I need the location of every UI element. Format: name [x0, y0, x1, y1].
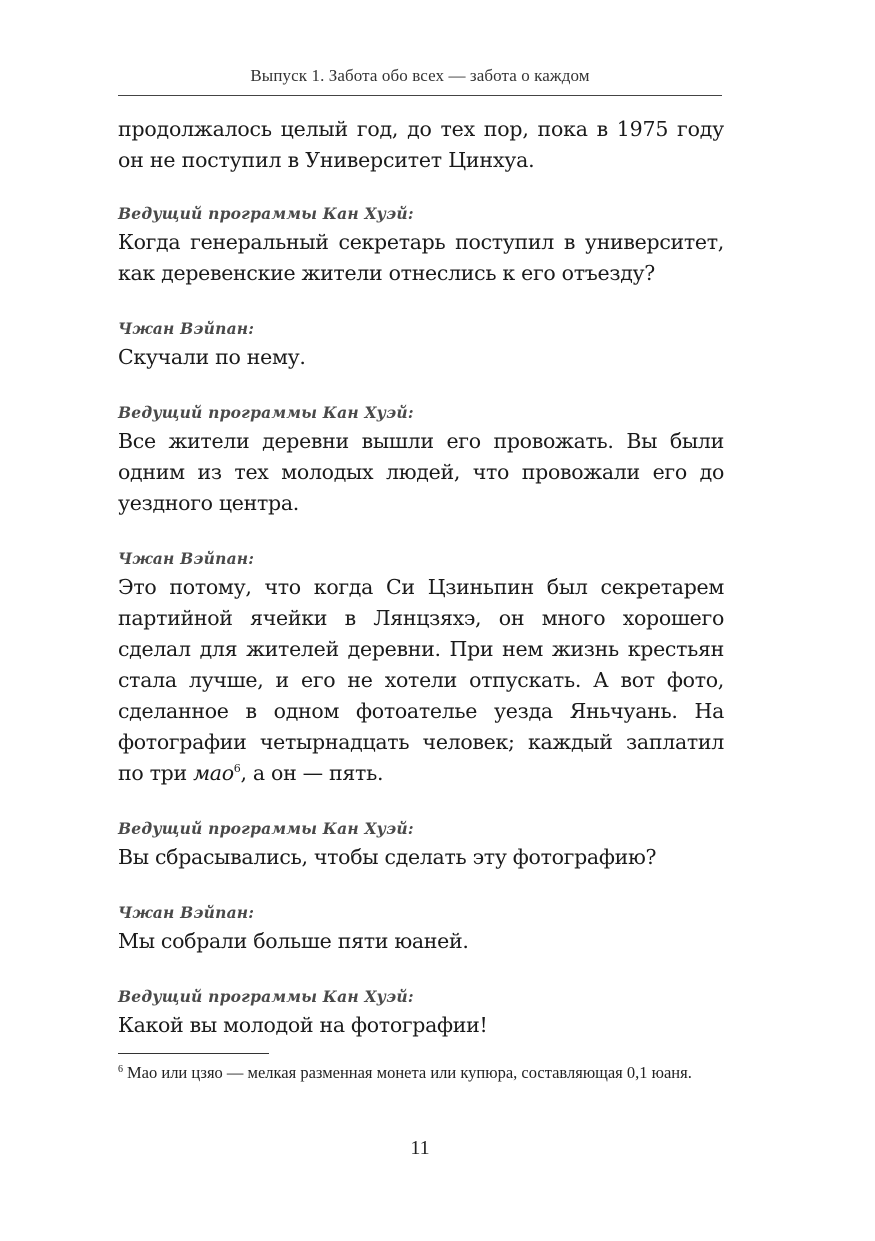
speech-text: Когда генеральный секретарь поступил в университет, как деревенские жители отнеслись к его отъезду?: [118, 230, 724, 285]
header-rule: [118, 95, 722, 96]
footnote: [118, 1060, 724, 1085]
speech-text: Все жители деревни вышли его провожать. Вы были одним из тех молодых людей, что провожали его до уездного центра.: [118, 429, 724, 515]
dialogue-entry: [118, 546, 724, 789]
speaker-label: Чжан Вэйпан:: [118, 549, 255, 568]
speech-text-part: Это потому, что когда Си Цзиньпин был секретарем партийной ячейки в Лянцзяхэ, он много хорошего сделал для жителей деревни. При нем жизнь крестьян стала лучше, и его не хотели отпускать. А вот фото, сделанное в одном фотоателье уезда Яньчуань. На фотографии четырнадцать человек; каждый заплатил по три: [118, 575, 724, 785]
speech-text-part: , а он — пять.: [240, 761, 384, 785]
speaker-label: Ведущий программы Кан Хуэй:: [118, 819, 414, 838]
dialogue-entry: [118, 400, 724, 519]
running-head: Выпуск 1. Забота обо всех — забота о каждом: [250, 66, 590, 85]
speech-text: Скучали по нему.: [118, 345, 306, 369]
dialogue-entry: [118, 900, 724, 957]
speech-text: Мы собрали больше пяти юаней.: [118, 929, 469, 953]
speech-text: Вы сбрасывались, чтобы сделать эту фотографию?: [118, 845, 657, 869]
dialogue-entry: [118, 816, 724, 873]
speaker-label: Чжан Вэйпан:: [118, 319, 255, 338]
opening-paragraph: продолжалось целый год, до тех пор, пока в 1975 году он не поступил в Университет Цинхуа.: [118, 117, 724, 172]
dialogue-entry: [118, 984, 724, 1041]
footnote-marker: 6: [118, 1063, 123, 1075]
italic-term: мао: [193, 761, 234, 785]
speaker-label: Ведущий программы Кан Хуэй:: [118, 987, 414, 1006]
speech-text: [118, 572, 724, 789]
speech-text: Какой вы молодой на фотографии!: [118, 1013, 488, 1037]
page-number: 11: [410, 1137, 430, 1159]
speaker-label: Ведущий программы Кан Хуэй:: [118, 204, 414, 223]
footnote-rule: [118, 1053, 269, 1054]
speaker-label: Чжан Вэйпан:: [118, 903, 255, 922]
dialogue-entry: [118, 316, 724, 373]
dialogue-entry: [118, 201, 724, 289]
footnote-text: Мао или цзяо — мелкая разменная монета или купюра, составляющая 0,1 юаня.: [127, 1063, 692, 1082]
speaker-label: Ведущий программы Кан Хуэй:: [118, 403, 414, 422]
footnote-reference: 6: [233, 762, 241, 776]
page-body: [118, 114, 724, 1068]
